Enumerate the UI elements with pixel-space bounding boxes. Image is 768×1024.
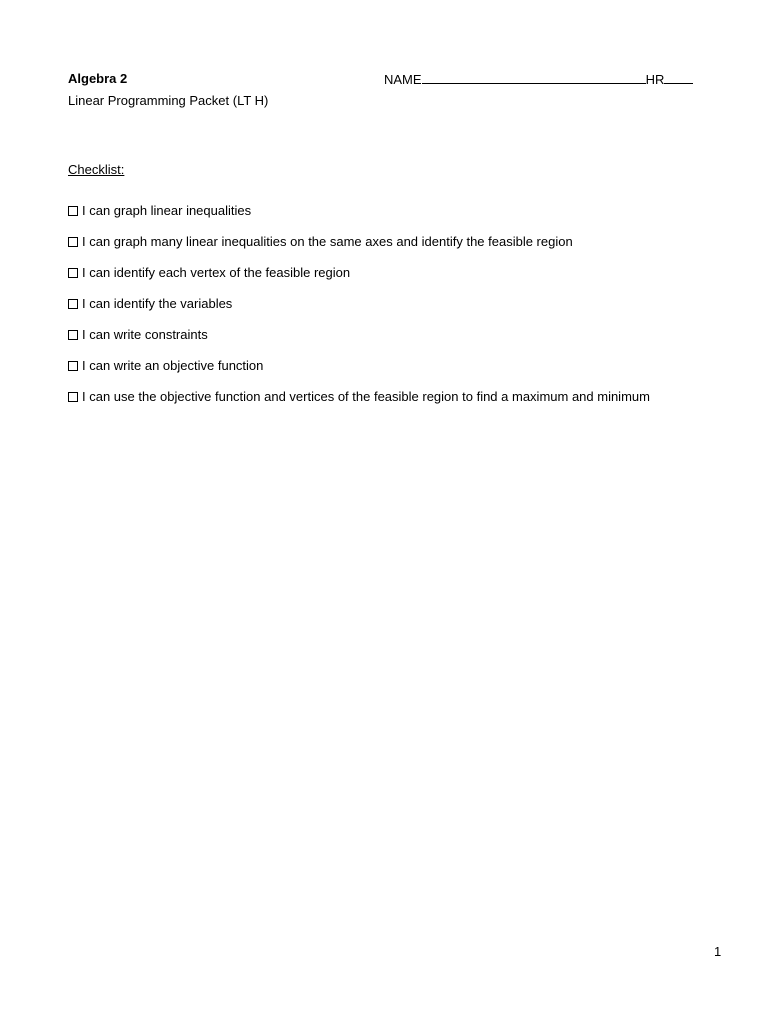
checkbox[interactable] xyxy=(68,268,78,278)
checklist-item-text: I can write an objective function xyxy=(82,358,264,373)
checklist-item-text: I can identify each vertex of the feasible region xyxy=(82,265,351,280)
name-label: NAME xyxy=(384,72,422,87)
checklist-item xyxy=(68,264,650,282)
checklist-item-text: I can graph many linear inequalities on the same axes and identify the feasible region xyxy=(82,234,573,249)
checkbox[interactable] xyxy=(68,330,78,340)
hr-blank[interactable] xyxy=(664,70,693,84)
checklist-item-text: I can graph linear inequalities xyxy=(82,203,252,218)
checklist-item xyxy=(68,295,650,313)
checklist-item-text: I can use the objective function and vertices of the feasible region to find a maximum and minimum xyxy=(82,389,650,404)
packet-title: Linear Programming Packet (LT H) xyxy=(68,93,269,108)
checkbox[interactable] xyxy=(68,361,78,371)
checklist-item-text: I can identify the variables xyxy=(82,296,233,311)
checklist-item xyxy=(68,233,650,251)
checklist-heading: Checklist: xyxy=(68,162,125,177)
checklist-item xyxy=(68,202,650,220)
page-number: 1 xyxy=(714,944,722,959)
name-hr-line xyxy=(384,70,693,89)
checklist-item xyxy=(68,357,650,375)
name-blank[interactable] xyxy=(422,70,646,84)
checklist-item xyxy=(68,388,650,406)
checkbox[interactable] xyxy=(68,299,78,309)
checkbox[interactable] xyxy=(68,392,78,402)
checklist-item xyxy=(68,326,650,344)
course-title: Algebra 2 xyxy=(68,71,128,86)
hr-label: HR xyxy=(645,72,665,87)
checkbox[interactable] xyxy=(68,206,78,216)
header-left xyxy=(68,70,268,110)
checklist-item-text: I can write constraints xyxy=(82,327,208,342)
checkbox[interactable] xyxy=(68,237,78,247)
checklist xyxy=(68,202,650,419)
